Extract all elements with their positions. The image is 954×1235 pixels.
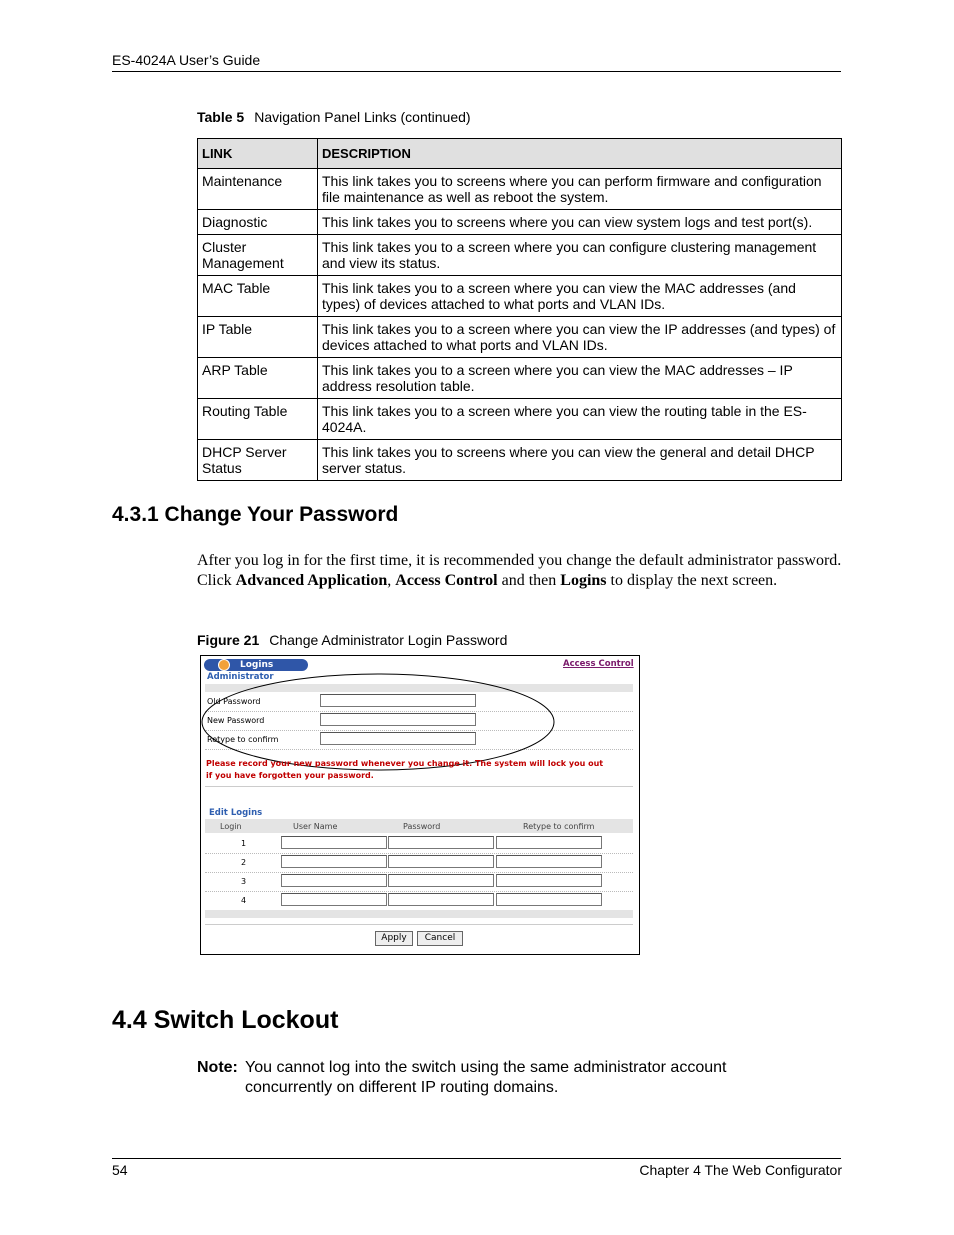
- para-text-3: to display the next screen.: [606, 572, 778, 589]
- column-header-link: LINK: [198, 139, 318, 169]
- note-label-text: Note:: [197, 1059, 238, 1076]
- retype-confirm-label: Retype to confirm: [207, 735, 279, 744]
- user-name-input[interactable]: [281, 836, 387, 849]
- chapter-title: Chapter 4 The Web Configurator: [639, 1162, 842, 1178]
- footer-rule-line: [112, 1158, 841, 1159]
- note-label: [197, 1058, 238, 1078]
- warning-line-1: Please record your new password whenever you change it. The system will lock you out: [206, 759, 604, 768]
- table-row: [198, 358, 842, 399]
- row-description: This link takes you to a screen where you can configure clustering management and view its status.: [318, 235, 842, 276]
- note-text: [245, 1058, 845, 1098]
- para-text-2: and then: [497, 572, 561, 589]
- row-link: IP Table: [198, 317, 318, 358]
- section-paragraph: [197, 551, 842, 591]
- footer-rule: [205, 924, 633, 925]
- section-heading-4-3-1: 4.3.1 Change Your Password: [112, 503, 399, 526]
- row-link: Routing Table: [198, 399, 318, 440]
- row-description: This link takes you to a screen where you can view the IP addresses (and types) of devices attached to what ports and VLAN IDs.: [318, 317, 842, 358]
- note-line-2: concurrently on different IP routing domains.: [245, 1079, 559, 1096]
- login-number: 1: [241, 839, 247, 848]
- row-link: MAC Table: [198, 276, 318, 317]
- row-link: Cluster Management: [198, 235, 318, 276]
- table-header-row: [198, 139, 842, 169]
- running-header: ES-4024A User’s Guide: [112, 52, 261, 68]
- column-retype-confirm: Retype to confirm: [523, 822, 595, 831]
- row-description: This link takes you to screens where you can view the general and detail DHCP server status.: [318, 440, 842, 481]
- column-header-description: DESCRIPTION: [318, 139, 842, 169]
- row-divider: [205, 891, 633, 892]
- table-row: [198, 399, 842, 440]
- administrator-section-title: Administrator: [207, 672, 274, 682]
- table-row: [198, 317, 842, 358]
- table-row: [198, 440, 842, 481]
- password-input[interactable]: [388, 836, 494, 849]
- cancel-button[interactable]: Cancel: [417, 931, 463, 946]
- user-name-input[interactable]: [281, 893, 387, 906]
- user-name-input[interactable]: [281, 874, 387, 887]
- edit-logins-section-title: Edit Logins: [209, 808, 263, 818]
- row-divider: [205, 853, 633, 854]
- table-row: [198, 210, 842, 235]
- page-number: 54: [112, 1162, 128, 1178]
- figure-caption-label: Figure 21: [197, 632, 260, 648]
- figure-caption: [197, 632, 507, 648]
- login-number: 2: [241, 858, 247, 867]
- column-login: Login: [220, 822, 242, 831]
- para-sep: ,: [387, 572, 396, 589]
- login-number: 3: [241, 877, 247, 886]
- row-link: ARP Table: [198, 358, 318, 399]
- password-input[interactable]: [388, 874, 494, 887]
- user-name-input[interactable]: [281, 855, 387, 868]
- table-row: [198, 169, 842, 210]
- row-description: This link takes you to screens where you can view system logs and test port(s).: [318, 210, 842, 235]
- old-password-label: Old Password: [207, 697, 261, 706]
- section-heading-4-4: 4.4 Switch Lockout: [112, 1006, 339, 1034]
- retype-confirm-input[interactable]: [496, 855, 602, 868]
- para-bold-logins: Logins: [560, 572, 607, 589]
- new-password-label: New Password: [207, 716, 265, 725]
- figure-caption-text: Change Administrator Login Password: [269, 632, 508, 648]
- table-caption-text: Navigation Panel Links (continued): [254, 109, 471, 125]
- section-rule: [205, 786, 633, 787]
- row-description: This link takes you to a screen where you can view the MAC addresses – IP address resolution table.: [318, 358, 842, 399]
- retype-confirm-input[interactable]: [496, 893, 602, 906]
- logins-screenshot: [200, 655, 640, 955]
- table-row: [198, 235, 842, 276]
- password-input[interactable]: [388, 855, 494, 868]
- para-text-1: After you log in for the first time, it is recommended you change the default administrator password. Click: [197, 552, 842, 589]
- row-divider: [205, 872, 633, 873]
- apply-button[interactable]: Apply: [375, 931, 413, 946]
- footer-band: [205, 910, 633, 918]
- password-input[interactable]: [388, 893, 494, 906]
- row-description: This link takes you to a screen where you can view the routing table in the ES-4024A.: [318, 399, 842, 440]
- retype-confirm-input[interactable]: [496, 836, 602, 849]
- column-user-name: User Name: [293, 822, 338, 831]
- note-line-1: You cannot log into the switch using the same administrator account: [245, 1059, 727, 1076]
- table-row: [198, 276, 842, 317]
- row-description: This link takes you to screens where you can perform firmware and configuration file maintenance as well as reboot the system.: [318, 169, 842, 210]
- header-rule: [112, 71, 841, 72]
- row-link: Maintenance: [198, 169, 318, 210]
- para-bold-access-control: Access Control: [395, 572, 498, 589]
- column-password: Password: [403, 822, 441, 831]
- retype-confirm-input[interactable]: [496, 874, 602, 887]
- table-caption: [197, 109, 471, 125]
- navigation-links-table: [197, 138, 842, 481]
- login-number: 4: [241, 896, 247, 905]
- row-link: DHCP Server Status: [198, 440, 318, 481]
- access-control-link[interactable]: Access Control: [563, 659, 634, 669]
- tab-logins-label: Logins: [240, 660, 274, 670]
- row-description: This link takes you to a screen where you can view the MAC addresses (and types) of devices attached to what ports and VLAN IDs.: [318, 276, 842, 317]
- para-bold-advanced-application: Advanced Application: [235, 572, 388, 589]
- warning-line-2: if you have forgotten your password.: [206, 771, 374, 780]
- row-link: Diagnostic: [198, 210, 318, 235]
- password-warning: [206, 758, 636, 782]
- table-caption-label: Table 5: [197, 109, 245, 125]
